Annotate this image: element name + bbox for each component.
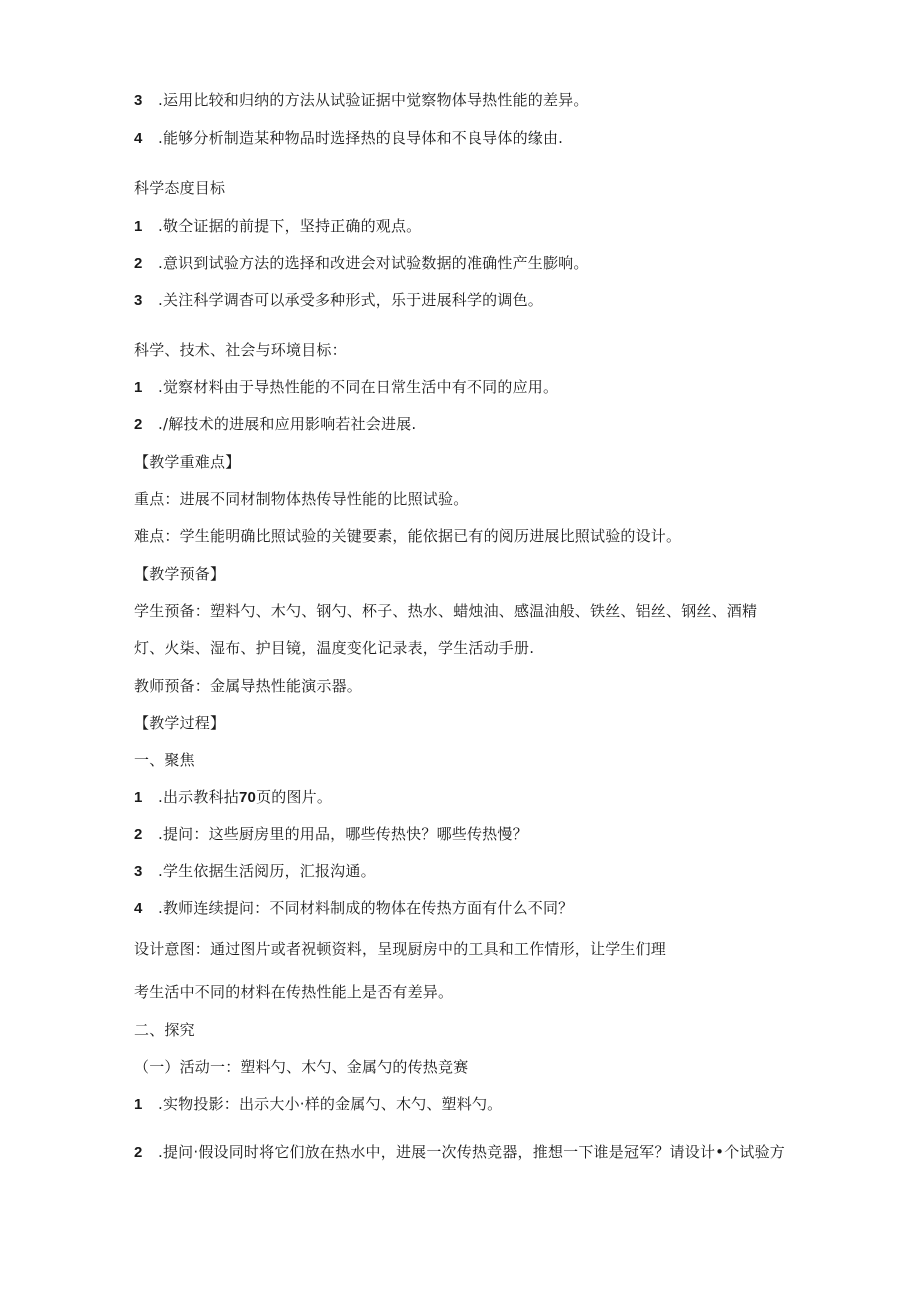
list-text-post: 页的图片。 bbox=[256, 788, 333, 806]
list-text: .学生依据生活阅历，汇报沟通。 bbox=[158, 862, 376, 880]
list-number: 1 bbox=[134, 379, 143, 396]
list-number: 4 bbox=[134, 900, 143, 917]
focus-item-1 bbox=[134, 787, 332, 808]
heading-text: 一、聚焦 bbox=[134, 751, 195, 769]
sts-item-2 bbox=[134, 414, 416, 435]
heading-text: 【教学过程】 bbox=[134, 714, 226, 732]
paragraph-text: 教师预备：金属导热性能演示器。 bbox=[134, 677, 363, 695]
paragraph-text: 考生活中不同的材料在传热性能上是否有差异。 bbox=[134, 983, 454, 1001]
list-number: 2 bbox=[134, 255, 143, 272]
section-heading-attitude bbox=[134, 178, 225, 198]
attitude-item-1 bbox=[134, 216, 421, 237]
list-number: 1 bbox=[134, 218, 143, 235]
focus-item-2 bbox=[134, 824, 528, 845]
list-text: ./解技术的进展和应用影响若社会进展. bbox=[158, 415, 417, 433]
list-text: .实物投影：出示大小·样的金属勺、木勺、塑料勺。 bbox=[158, 1095, 503, 1113]
section-heading-process bbox=[134, 713, 225, 733]
list-number: 4 bbox=[134, 130, 143, 147]
focus-item-3 bbox=[134, 861, 376, 882]
list-text: .觉察材料由于导热性能的不同在日常生活中有不同的应用。 bbox=[158, 378, 559, 396]
list-number: 3 bbox=[134, 292, 143, 309]
list-number: 2 bbox=[134, 416, 143, 433]
list-text: .提问·假设同时将它们放在热水中，进展一次传热竞器，推想一下谁是冠军？请设计•个试验方 bbox=[158, 1143, 785, 1161]
teacher-prep-text bbox=[134, 676, 362, 696]
list-number: 1 bbox=[134, 1096, 143, 1113]
explore-item-1 bbox=[134, 1094, 502, 1115]
activity-one-heading bbox=[134, 1057, 468, 1077]
paragraph-text: 重点：进展不同材制物体热传导性能的比照试验。 bbox=[134, 490, 469, 508]
student-prep-text bbox=[134, 601, 757, 621]
explore-item-2 bbox=[134, 1142, 785, 1163]
heading-text: 【教学预备】 bbox=[134, 565, 226, 583]
attitude-item-3 bbox=[134, 290, 543, 311]
list-text: .敬仝证据的前提下，坚持正确的观点。 bbox=[158, 217, 422, 235]
list-text: .意识到试验方法的选择和改进会对试验数据的准确性产生膨响。 bbox=[158, 254, 589, 272]
list-number: 1 bbox=[134, 789, 143, 806]
objective-item-4 bbox=[134, 128, 563, 149]
focus-item-4 bbox=[134, 898, 573, 919]
section-heading-keypoints bbox=[134, 452, 240, 472]
objective-item-3 bbox=[134, 90, 589, 111]
page-number: 70 bbox=[238, 789, 257, 806]
list-number: 3 bbox=[134, 92, 143, 109]
list-text: .提问：这些厨房里的用品，哪些传热快？哪些传热慢？ bbox=[158, 825, 528, 843]
paragraph-text: 学生预备：塑料勺、木勺、钢勺、杯子、热水、蜡烛油、感温油般、铁丝、铝丝、钢丝、酒精 bbox=[134, 602, 758, 620]
list-text-pre: .出示教科拈 bbox=[158, 788, 239, 806]
list-text: .教师连续提问：不同材料制成的物体在传热方面有什么不同？ bbox=[158, 899, 574, 917]
paragraph-text: 设计意图：通过图片或者祝顿资料，呈现厨房中的工具和工作情形，让学生们理 bbox=[134, 940, 667, 958]
list-text: .运用比较和归纳的方法从试验证据中觉察物体导热性能的差异。 bbox=[158, 91, 589, 109]
list-text: .能够分析制造某种物品时选择热的良导体和不良导体的缘由. bbox=[158, 129, 564, 147]
paragraph-text: 灯、火柒、湿布、护目镜，温度变化记录表，学生活动手册. bbox=[134, 639, 535, 657]
list-number: 2 bbox=[134, 826, 143, 843]
sts-item-1 bbox=[134, 377, 558, 398]
heading-text: 【教学重难点】 bbox=[134, 453, 241, 471]
list-number: 3 bbox=[134, 863, 143, 880]
heading-text: 科学态度目标 bbox=[134, 179, 226, 197]
list-number: 2 bbox=[134, 1144, 143, 1161]
design-intent-text-cont bbox=[134, 982, 453, 1002]
difficulty-text bbox=[134, 526, 681, 546]
list-text: .关注科学调杳可以承受多种形式，乐于进展科学的调色。 bbox=[158, 291, 543, 309]
design-intent-text bbox=[134, 939, 666, 959]
subheading-explore bbox=[134, 1020, 195, 1040]
heading-text: 科学、技术、社会与环境目标： bbox=[134, 341, 347, 359]
heading-text: （一）活动一：塑料勺、木勺、金属勺的传热竞赛 bbox=[134, 1058, 469, 1076]
subheading-focus bbox=[134, 750, 195, 770]
attitude-item-2 bbox=[134, 253, 589, 274]
student-prep-text-cont bbox=[134, 638, 534, 658]
section-heading-sts bbox=[134, 340, 347, 360]
section-heading-preparation bbox=[134, 564, 225, 584]
heading-text: 二、探究 bbox=[134, 1021, 195, 1039]
paragraph-text: 难点：学生能明确比照试验的关键要素，能依据已有的阅历进展比照试验的设计。 bbox=[134, 527, 682, 545]
keypoint-text bbox=[134, 489, 468, 509]
